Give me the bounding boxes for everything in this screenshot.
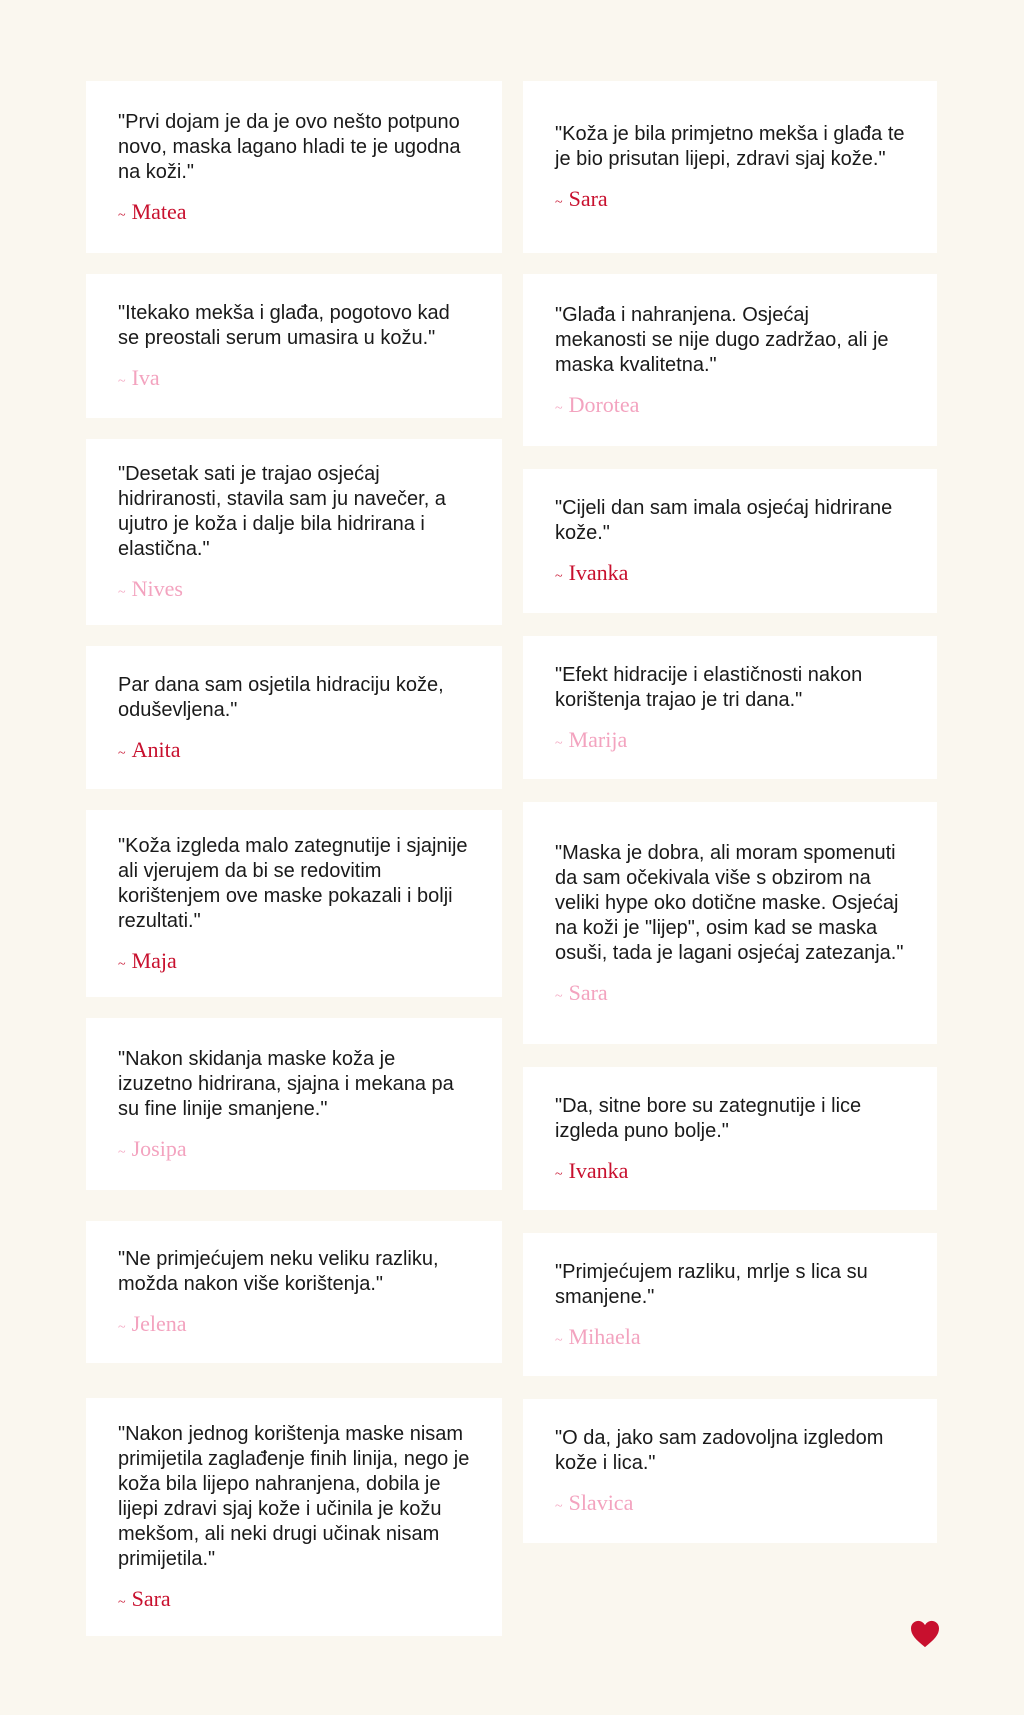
testimonial-author — [555, 1490, 905, 1516]
author-name: Sara — [568, 186, 608, 211]
author-name: Sara — [568, 979, 608, 1005]
testimonial-author — [118, 199, 470, 225]
tilde-mark: ~ — [118, 585, 126, 600]
testimonial-quote: "Primjećujem razliku, mrlje s lica su smanjene." — [555, 1260, 868, 1308]
testimonial-quote: "Maska je dobra, ali moram spomenuti da sam očekivala više s obzirom na veliki hype oko dotične maske. Osjećaj na koži je "lijep", osim kad se maska osuši, tada je lagani osjećaj zatezanja." — [555, 841, 904, 964]
tilde-mark: ~ — [118, 956, 126, 972]
author-name: Iva — [131, 365, 160, 390]
tilde-mark: ~ — [118, 745, 126, 761]
testimonial-quote: "Efekt hidracije i elastičnosti nakon korištenja trajao je tri dana." — [555, 663, 863, 711]
testimonial-author — [118, 1311, 470, 1337]
testimonial-author — [555, 1324, 905, 1350]
tilde-mark: ~ — [555, 195, 563, 210]
testimonial-author — [555, 560, 905, 586]
testimonial-quote: "Nakon skidanja maske koža je izuzetno hidrirana, sjajna i mekana pa su fine linije smanjene." — [118, 1047, 454, 1120]
testimonial-card — [523, 274, 937, 446]
testimonial-card — [86, 1221, 502, 1363]
tilde-mark: ~ — [555, 569, 563, 584]
heart-icon[interactable] — [910, 1620, 940, 1648]
author-name: Mihaela — [568, 1323, 641, 1349]
testimonial-card — [86, 439, 502, 625]
testimonial-quote: "Prvi dojam je da je ovo nešto potpuno novo, maska lagano hladi te je ugodna na koži." — [118, 110, 461, 183]
tilde-mark: ~ — [555, 1499, 563, 1514]
testimonial-card — [86, 1398, 502, 1636]
testimonial-card — [86, 274, 502, 418]
testimonial-card — [523, 1233, 937, 1376]
testimonial-quote: Par dana sam osjetila hidraciju kože, oduševljena." — [118, 673, 444, 721]
author-name: Maja — [131, 947, 177, 973]
tilde-mark: ~ — [555, 400, 563, 416]
author-name: Dorotea — [568, 391, 640, 417]
author-name: Ivanka — [568, 560, 629, 585]
tilde-mark: ~ — [118, 1320, 126, 1335]
author-name: Matea — [131, 198, 187, 224]
tilde-mark: ~ — [555, 988, 563, 1004]
testimonial-quote: "Glađa i nahranjena. Osjećaj mekanosti se nije dugo zadržao, ali je maska kvalitetna." — [555, 303, 889, 376]
author-name: Nives — [131, 576, 183, 601]
tilde-mark: ~ — [555, 735, 563, 751]
testimonial-card — [523, 81, 937, 253]
testimonial-card — [86, 81, 502, 253]
testimonial-card — [523, 1067, 937, 1210]
author-name: Marija — [568, 726, 628, 752]
testimonial-author — [555, 186, 905, 212]
author-name: Jelena — [131, 1311, 187, 1336]
testimonial-author — [118, 948, 470, 974]
testimonial-card — [523, 469, 937, 613]
testimonial-author — [555, 980, 905, 1006]
testimonial-quote: "Cijeli dan sam imala osjećaj hidrirane kože." — [555, 497, 893, 544]
testimonial-card — [523, 636, 937, 779]
author-name: Josipa — [131, 1135, 187, 1161]
testimonial-card — [86, 810, 502, 997]
testimonial-quote: "Itekako mekša i glađa, pogotovo kad se preostali serum umasira u kožu." — [118, 302, 450, 349]
testimonial-author — [118, 1136, 470, 1162]
tilde-mark: ~ — [118, 1595, 126, 1610]
testimonial-quote: "Desetak sati je trajao osjećaj hidriranosti, stavila sam ju navečer, a ujutro je koža i dalje bila hidrirana i elastična." — [118, 463, 446, 560]
testimonial-quote: "O da, jako sam zadovoljna izgledom kože i lica." — [555, 1427, 884, 1474]
author-name: Slavica — [568, 1490, 634, 1515]
author-name: Sara — [131, 1586, 171, 1611]
author-name: Ivanka — [568, 1157, 629, 1183]
testimonial-author — [118, 1586, 470, 1612]
testimonial-quote: "Nakon jednog korištenja maske nisam primijetila zaglađenje finih linija, nego je koža bila lijepo nahranjena, dobila je lijepi zdravi sjaj kože i učinila je kožu mekšom, ali neki drugi učinak nisam primijetila." — [118, 1423, 470, 1570]
testimonial-author — [118, 737, 470, 763]
tilde-mark: ~ — [118, 1144, 126, 1160]
tilde-mark: ~ — [118, 374, 126, 389]
author-name: Anita — [131, 736, 181, 762]
testimonial-card — [523, 802, 937, 1044]
testimonial-author — [118, 576, 470, 602]
tilde-mark: ~ — [118, 207, 126, 223]
testimonial-quote: "Koža je bila primjetno mekša i glađa te je bio prisutan lijepi, zdravi sjaj kože." — [555, 123, 905, 170]
testimonial-card — [86, 646, 502, 789]
testimonial-quote: "Ne primjećujem neku veliku razliku, možda nakon više korištenja." — [118, 1248, 439, 1295]
testimonial-card — [86, 1018, 502, 1190]
tilde-mark: ~ — [555, 1166, 563, 1182]
testimonial-author — [555, 727, 905, 753]
tilde-mark: ~ — [555, 1332, 563, 1348]
testimonial-author — [555, 392, 905, 418]
testimonial-card — [523, 1399, 937, 1543]
testimonial-quote: "Da, sitne bore su zategnutije i lice izgleda puno bolje." — [555, 1094, 862, 1142]
testimonial-author — [555, 1158, 905, 1184]
testimonial-author — [118, 365, 470, 391]
testimonial-quote: "Koža izgleda malo zategnutije i sjajnije ali vjerujem da bi se redovitim korištenjem ove maske pokazali i bolji rezultati." — [118, 834, 468, 932]
